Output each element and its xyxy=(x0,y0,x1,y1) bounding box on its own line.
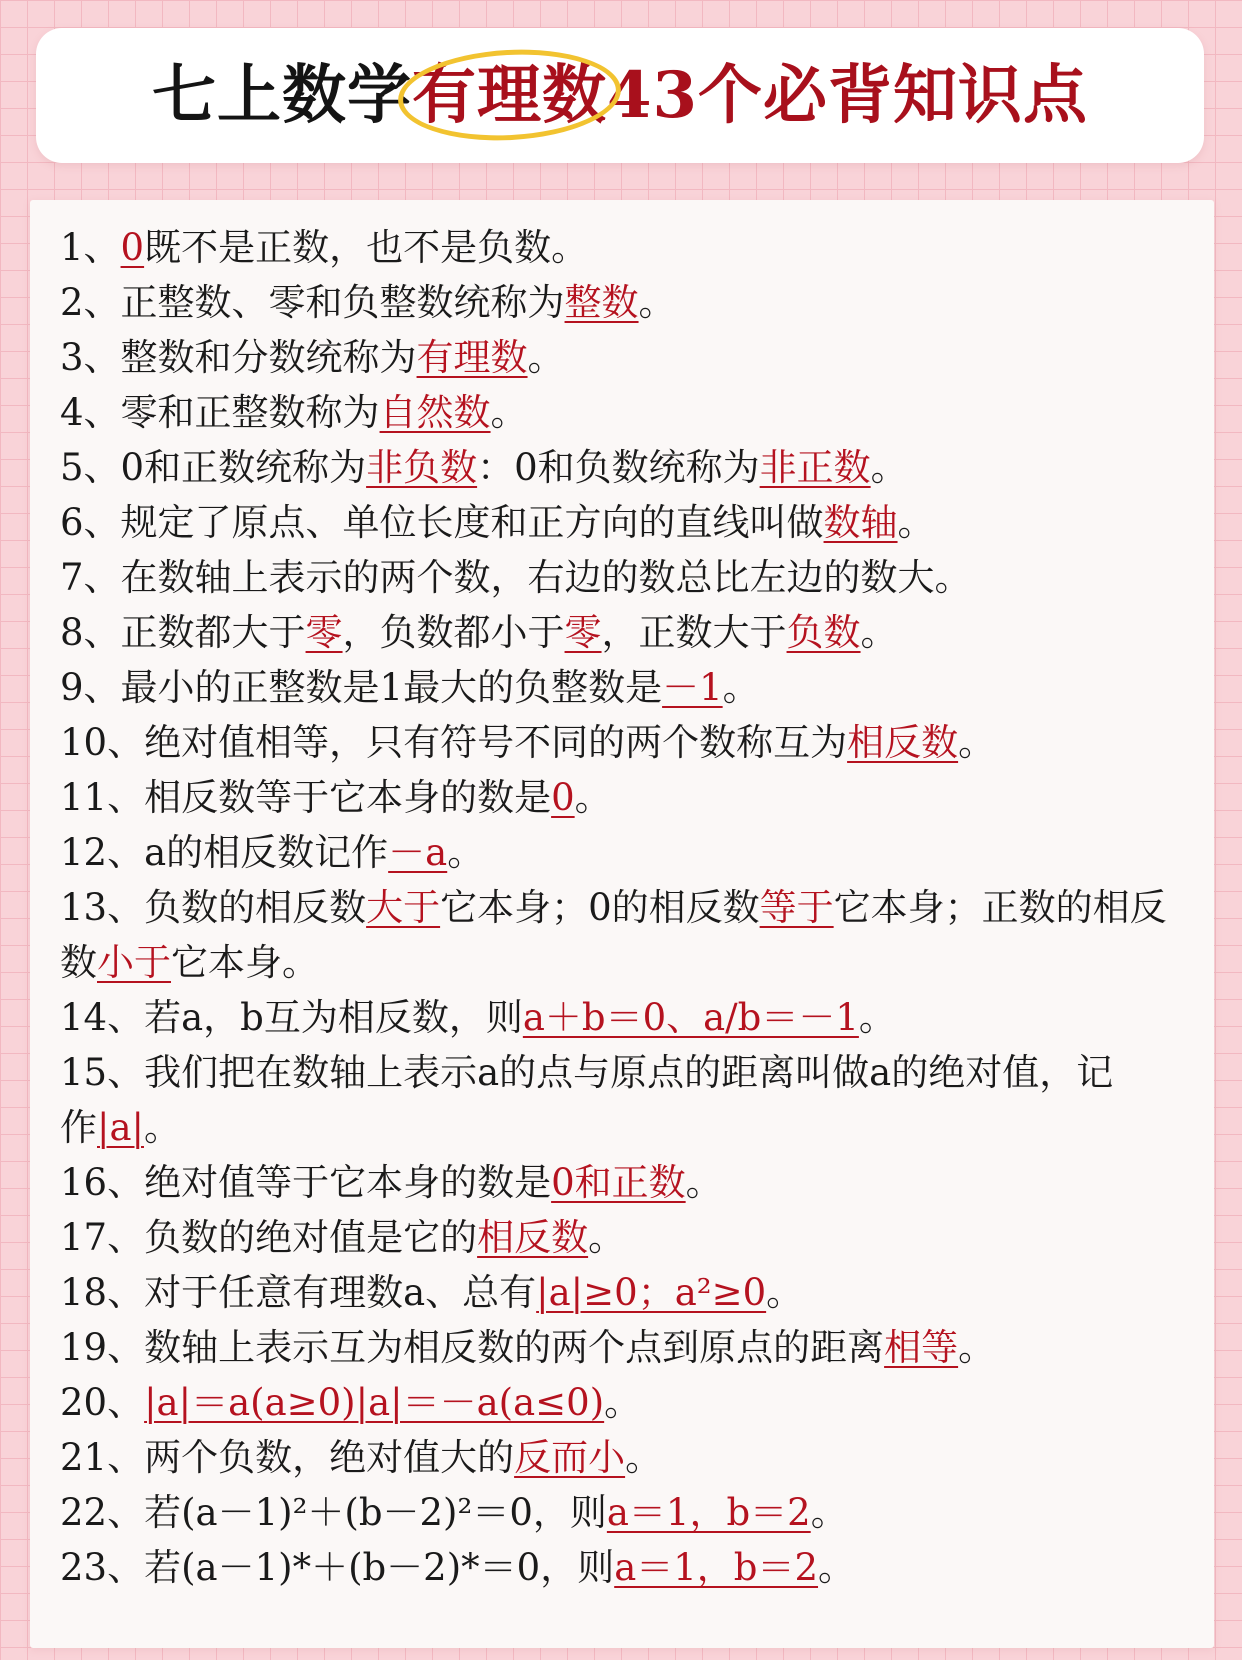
knowledge-point-list xyxy=(60,220,1200,1595)
knowledge-point xyxy=(60,1540,1200,1595)
point-text: 。 xyxy=(527,336,565,379)
point-text: 它本身。 xyxy=(171,941,319,984)
title-subject: 七上数学 xyxy=(151,57,412,133)
point-number: 12、 xyxy=(60,831,145,874)
point-text: 。 xyxy=(490,391,528,434)
point-text: 若(a－1)²＋(b－2)²＝0，则 xyxy=(144,1491,607,1534)
point-text: 。 xyxy=(604,1381,642,1424)
point-text: 。 xyxy=(766,1271,804,1314)
point-number: 6、 xyxy=(60,501,121,544)
point-text: 正数都大于 xyxy=(120,611,306,654)
point-text: 。 xyxy=(818,1546,856,1589)
point-number: 18、 xyxy=(60,1271,145,1314)
point-number: 19、 xyxy=(60,1326,145,1369)
keyword-answer: a＝1，b＝2 xyxy=(614,1546,819,1589)
keyword-answer: 非正数 xyxy=(759,446,871,489)
point-number: 23、 xyxy=(60,1546,145,1589)
point-number: 2、 xyxy=(60,281,121,324)
knowledge-point xyxy=(60,330,1200,385)
point-number: 10、 xyxy=(60,721,145,764)
point-number: 5、 xyxy=(60,446,121,489)
point-text: 数轴上表示互为相反数的两个点到原点的距离 xyxy=(144,1326,885,1369)
keyword-answer: 相等 xyxy=(884,1326,959,1369)
point-text: 整数和分数统称为 xyxy=(120,336,417,379)
knowledge-point xyxy=(60,1430,1200,1485)
point-text: 。 xyxy=(638,281,676,324)
point-text: 若(a－1)*＋(b－2)*＝0，则 xyxy=(144,1546,615,1589)
point-text: 负数的绝对值是它的 xyxy=(144,1216,478,1259)
keyword-answer: 0 xyxy=(551,776,575,819)
point-text: 。 xyxy=(625,1436,663,1479)
knowledge-point xyxy=(60,550,1200,605)
knowledge-point xyxy=(60,990,1200,1045)
knowledge-point xyxy=(60,715,1200,770)
point-text: ：0和负数统称为 xyxy=(477,446,760,489)
keyword-answer: 负数 xyxy=(786,611,861,654)
knowledge-point xyxy=(60,1210,1200,1265)
point-text: 它本身；正数的相反数 xyxy=(60,886,1167,984)
point-text: 。 xyxy=(897,501,935,544)
knowledge-point xyxy=(60,605,1200,660)
keyword-answer: 小于 xyxy=(97,941,171,984)
knowledge-point xyxy=(60,880,1200,990)
keyword-answer: 0 xyxy=(120,226,145,269)
point-text: 。 xyxy=(588,1216,626,1259)
knowledge-point xyxy=(60,220,1200,275)
point-text: 。 xyxy=(574,776,612,819)
point-text: 最小的正整数是1最大的负整数是 xyxy=(120,666,663,709)
knowledge-point xyxy=(60,495,1200,550)
point-number: 9、 xyxy=(60,666,121,709)
keyword-answer: |a| xyxy=(97,1106,144,1149)
knowledge-point xyxy=(60,660,1200,715)
knowledge-point xyxy=(60,440,1200,495)
keyword-answer: 相反数 xyxy=(477,1216,589,1259)
point-number: 4、 xyxy=(60,391,121,434)
point-text: 规定了原点、单位长度和正方向的直线叫做 xyxy=(120,501,824,544)
point-text: 对于任意有理数a、总有 xyxy=(144,1271,537,1314)
knowledge-point xyxy=(60,825,1200,880)
keyword-answer: 数轴 xyxy=(823,501,898,544)
keyword-answer: －a xyxy=(388,831,448,874)
point-text: a的相反数记作 xyxy=(144,831,389,874)
point-number: 16、 xyxy=(60,1161,145,1204)
content-card xyxy=(30,200,1214,1648)
keyword-answer: a＝1，b＝2 xyxy=(606,1491,811,1534)
keyword-answer: a＋b＝0、a/b＝－1 xyxy=(522,996,859,1039)
page-title xyxy=(151,57,1089,133)
point-text: 。 xyxy=(447,831,485,874)
knowledge-point xyxy=(60,1320,1200,1375)
keyword-answer: －1 xyxy=(662,666,723,709)
keyword-answer: 0和正数 xyxy=(551,1161,686,1204)
point-number: 22、 xyxy=(60,1491,145,1534)
knowledge-point xyxy=(60,1045,1200,1155)
point-text: 两个负数，绝对值大的 xyxy=(144,1436,515,1479)
keyword-answer: 大于 xyxy=(366,886,441,929)
point-text: 。 xyxy=(860,611,898,654)
keyword-answer: 零 xyxy=(564,611,602,654)
point-text: 。 xyxy=(858,996,896,1039)
title-topic-highlighted xyxy=(411,57,607,133)
knowledge-point xyxy=(60,1375,1200,1430)
knowledge-point xyxy=(60,1265,1200,1320)
point-number: 8、 xyxy=(60,611,121,654)
point-text: 。 xyxy=(958,721,996,764)
keyword-answer: |a|≥0；a²≥0 xyxy=(536,1271,767,1314)
point-number: 17、 xyxy=(60,1216,145,1259)
point-text: 在数轴上表示的两个数，右边的数总比左边的数大。 xyxy=(120,556,972,599)
point-number: 3、 xyxy=(60,336,121,379)
keyword-answer: 整数 xyxy=(564,281,639,324)
point-text: 绝对值等于它本身的数是 xyxy=(144,1161,552,1204)
point-text: 零和正整数称为 xyxy=(120,391,380,434)
point-text: 正整数、零和负整数统称为 xyxy=(120,281,565,324)
keyword-answer: 等于 xyxy=(759,886,834,929)
keyword-answer: 非负数 xyxy=(366,446,478,489)
knowledge-point xyxy=(60,1485,1200,1540)
keyword-answer: |a|＝a(a≥0)|a|＝－a(a≤0) xyxy=(144,1381,605,1424)
point-number: 7、 xyxy=(60,556,121,599)
knowledge-point xyxy=(60,770,1200,825)
keyword-answer: 相反数 xyxy=(847,721,959,764)
point-text: 0和正数统称为 xyxy=(120,446,367,489)
knowledge-point xyxy=(60,275,1200,330)
knowledge-point xyxy=(60,1155,1200,1210)
title-count: 43个必背知识点 xyxy=(606,57,1089,133)
point-text: 若a，b互为相反数，则 xyxy=(144,996,523,1039)
point-text: 。 xyxy=(810,1491,848,1534)
point-number: 21、 xyxy=(60,1436,145,1479)
point-text: 既不是正数，也不是负数。 xyxy=(144,226,589,269)
point-text: ，负数都小于 xyxy=(342,611,565,654)
point-text: 绝对值相等，只有符号不同的两个数称互为 xyxy=(144,721,848,764)
keyword-answer: 反而小 xyxy=(514,1436,626,1479)
point-text: 。 xyxy=(685,1161,723,1204)
point-text: 相反数等于它本身的数是 xyxy=(144,776,552,819)
title-card xyxy=(36,28,1204,163)
point-text: 。 xyxy=(958,1326,996,1369)
keyword-answer: 自然数 xyxy=(379,391,491,434)
title-topic: 有理数 xyxy=(411,57,607,133)
point-text: 我们把在数轴上表示a的点与原点的距离叫做a的绝对值，记作 xyxy=(60,1051,1114,1149)
point-number: 1、 xyxy=(60,226,121,269)
point-text: 。 xyxy=(870,446,908,489)
point-number: 14、 xyxy=(60,996,145,1039)
keyword-answer: 零 xyxy=(305,611,343,654)
point-text: 。 xyxy=(722,666,760,709)
point-number: 20、 xyxy=(60,1381,145,1424)
point-text: 它本身；0的相反数 xyxy=(440,886,760,929)
point-text: 负数的相反数 xyxy=(144,886,367,929)
point-text: 。 xyxy=(144,1106,181,1149)
point-text: ，正数大于 xyxy=(601,611,787,654)
point-number: 13、 xyxy=(60,886,145,929)
point-number: 15、 xyxy=(60,1051,145,1094)
keyword-answer: 有理数 xyxy=(416,336,528,379)
point-number: 11、 xyxy=(60,776,145,819)
knowledge-point xyxy=(60,385,1200,440)
